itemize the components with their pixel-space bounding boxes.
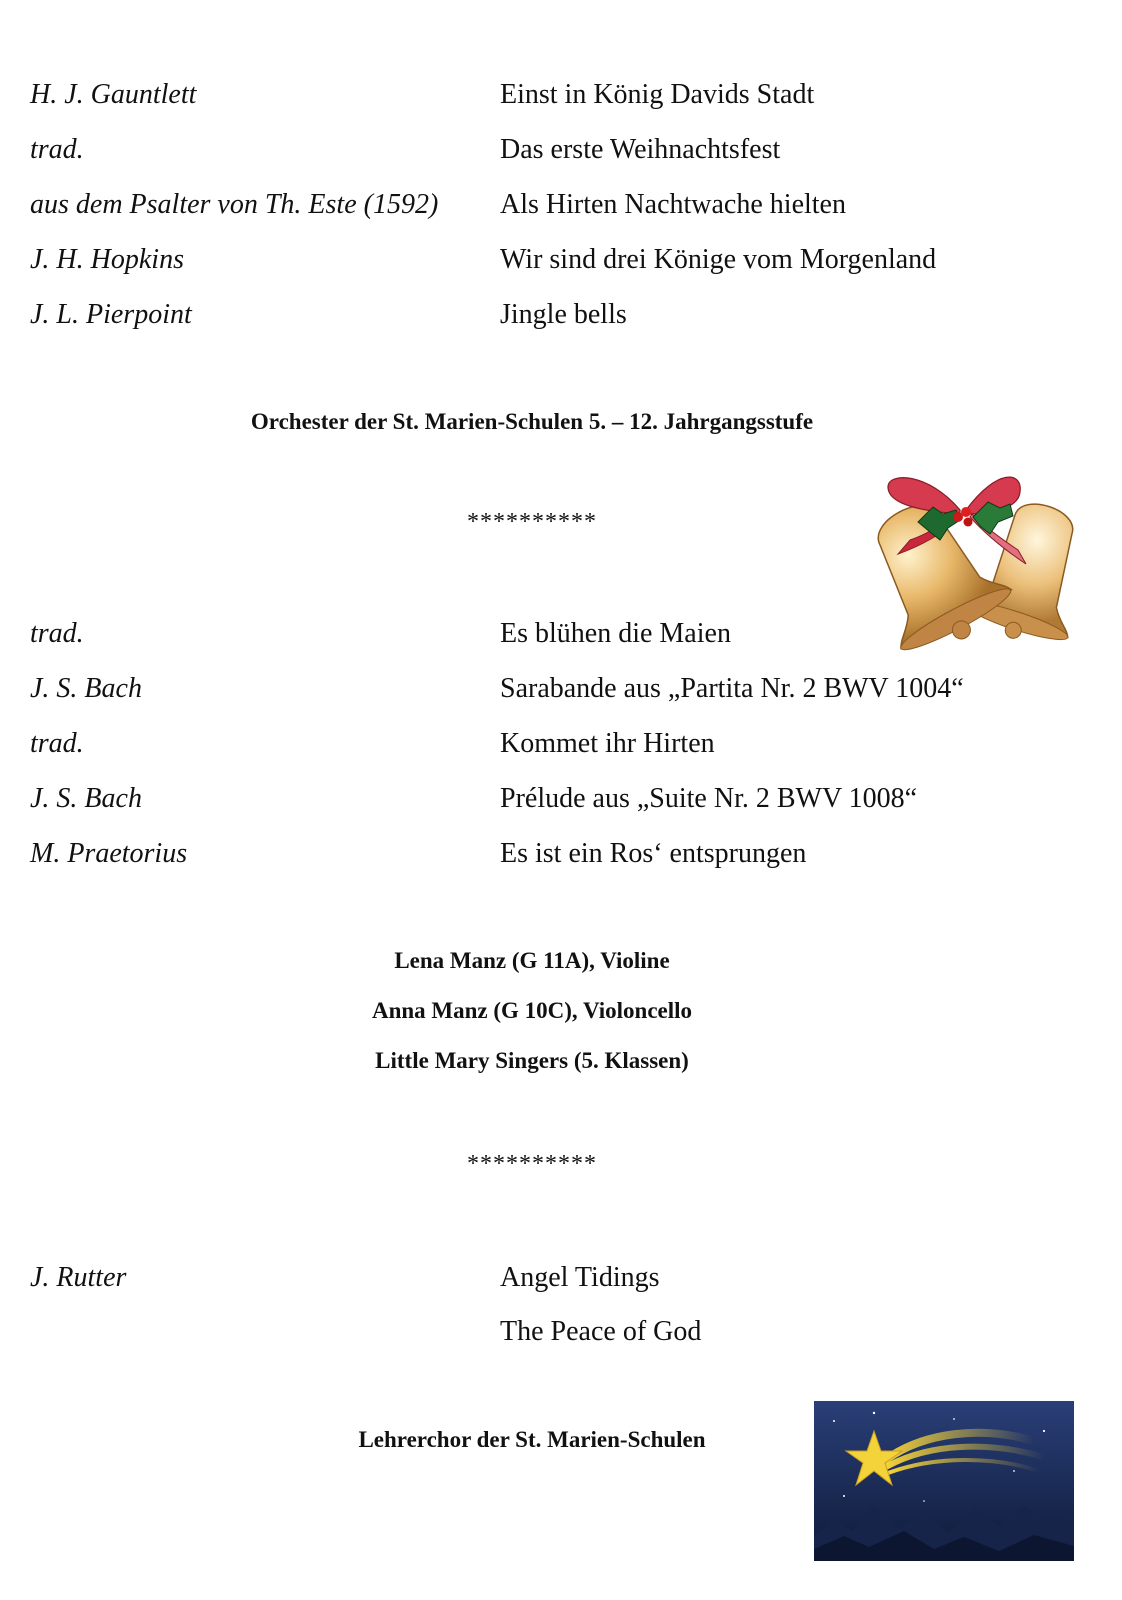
program-item (0, 834, 1122, 874)
program-item (0, 724, 1122, 764)
composer-name: H. J. Gauntlett (30, 79, 197, 110)
performer-choir: Lehrerchor der St. Marien-Schulen (358, 1427, 706, 1452)
piece-title: Prélude aus „Suite Nr. 2 BWV 1008“ (500, 783, 918, 814)
program-item (0, 75, 1122, 115)
piece-title: Jingle bells (500, 299, 627, 330)
piece-title: Es ist ein Ros‘ entsprungen (500, 838, 807, 869)
separator-stars: ********** (467, 509, 597, 535)
program-item (0, 1312, 1122, 1352)
composer-name: trad. (30, 618, 84, 649)
piece-title: Es blühen die Maien (500, 618, 731, 649)
shooting-star-icon (814, 1401, 1074, 1561)
program-item (0, 185, 1122, 225)
program-item (0, 669, 1122, 709)
separator-stars: ********** (467, 1151, 597, 1177)
composer-name: J. L. Pierpoint (30, 299, 192, 330)
piece-title: Das erste Weihnachtsfest (500, 134, 781, 165)
piece-title: The Peace of God (500, 1316, 702, 1347)
piece-title: Angel Tidings (500, 1262, 660, 1293)
shooting-star-image (814, 1401, 1074, 1561)
composer-name: J. Rutter (30, 1262, 127, 1293)
performer-line: Lena Manz (G 11A), Violine (394, 948, 670, 973)
program-item (0, 130, 1122, 170)
composer-name: J. H. Hopkins (30, 244, 184, 275)
performer-orchestra: Orchester der St. Marien-Schulen 5. – 12. Jahrgangsstufe (250, 409, 814, 434)
program-item (0, 240, 1122, 280)
piece-title: Wir sind drei Könige vom Morgenland (500, 244, 937, 275)
piece-title: Sarabande aus „Partita Nr. 2 BWV 1004“ (500, 673, 964, 704)
composer-name: trad. (30, 728, 84, 759)
program-item (0, 779, 1122, 819)
program-item (0, 1258, 1122, 1298)
performer-line: Little Mary Singers (5. Klassen) (375, 1048, 689, 1073)
composer-name: J. S. Bach (30, 673, 142, 704)
piece-title: Einst in König Davids Stadt (500, 79, 815, 110)
composer-name: aus dem Psalter von Th. Este (1592) (30, 189, 439, 220)
piece-title: Kommet ihr Hirten (500, 728, 715, 759)
composer-name: trad. (30, 134, 84, 165)
program-item (0, 614, 1122, 654)
performer-line: Anna Manz (G 10C), Violoncello (371, 998, 693, 1023)
piece-title: Als Hirten Nachtwache hielten (500, 189, 846, 220)
composer-name: J. S. Bach (30, 783, 142, 814)
composer-name: M. Praetorius (30, 838, 188, 869)
program-item (0, 295, 1122, 335)
